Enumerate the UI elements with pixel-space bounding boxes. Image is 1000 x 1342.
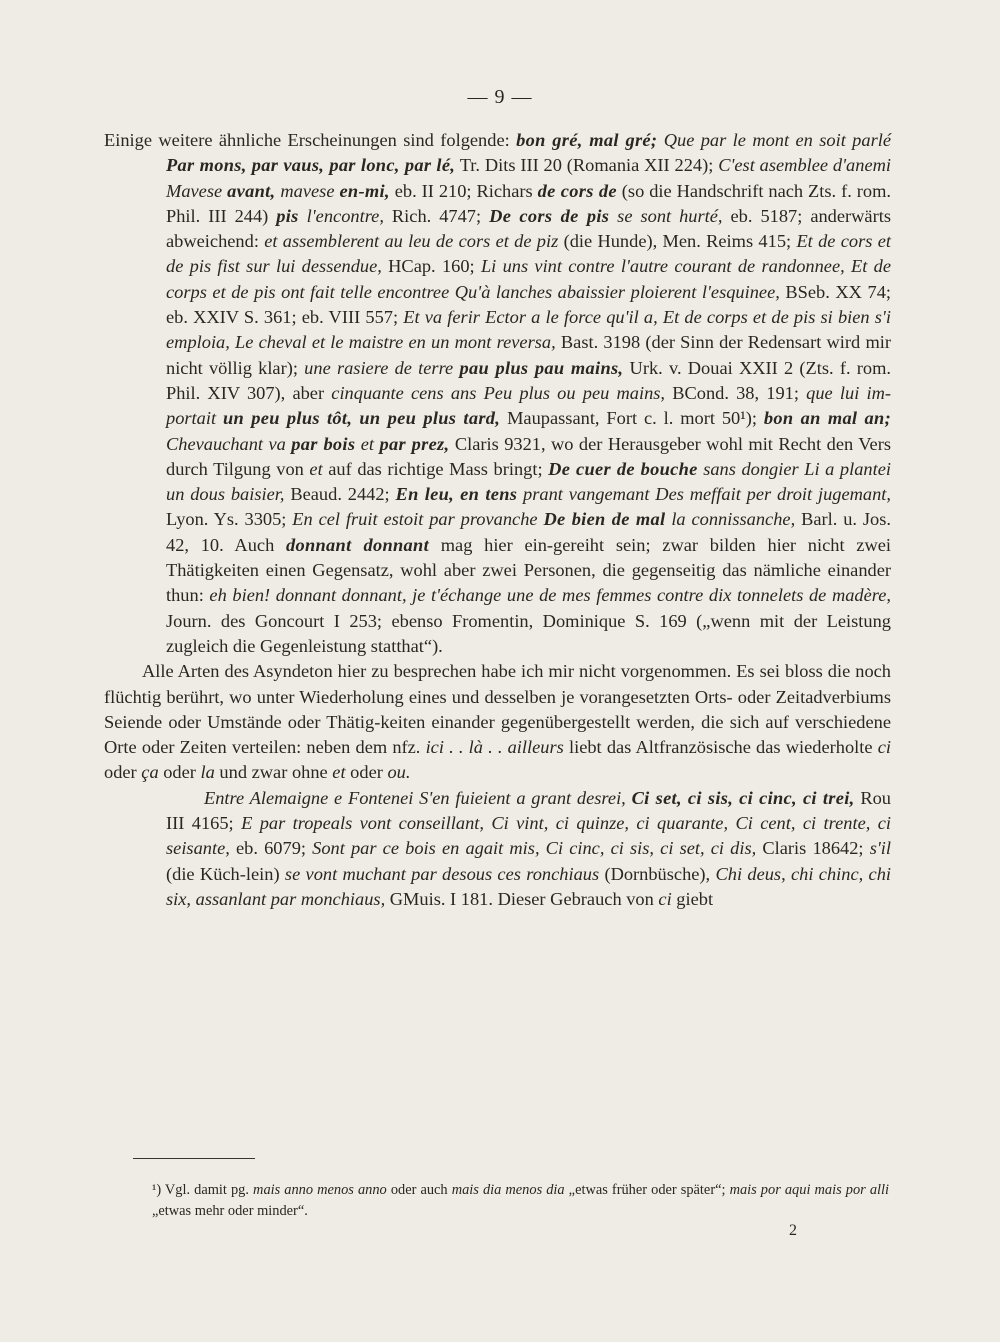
paragraph-2: Alle Arten des Asyndeton hier zu besprechen habe ich mir nicht vorgenommen. Es sei bloss die noch flüchtig berührt, wo unter Wiederholung eines und desselben je vorangesetzten Orts- oder Zeitadverbiums Seiende oder Umstände oder Thätig-keiten einander gegenübergestellt werden, die sich auf verschiedene Orte oder Zeiten verteilen: neben dem nfz. ici . . là . . ailleurs liebt das Altfranzösische das wiederholte ci oder ça oder la und zwar ohne et oder ou. <box>104 661 891 783</box>
footnote: ¹) Vgl. damit pg. mais anno menos anno oder auch mais dia menos dia „etwas früher oder später“; mais por aqui mais por alli „etwas mehr oder minder“. <box>152 1182 890 1219</box>
paragraph-1: Einige weitere ähnliche Erscheinungen sind folgende: bon gré, mal gré; Que par le mont en soit parlé Par mons, par vaus, par lonc, par lé, Tr. Dits III 20 (Romania XII 224); C'est asemblee d'anemi Mavese avant, mavese en-mi, eb. II 210; Richars de cors de (so die Handschrift nach Zts. f. rom. Phil. III 244) pis l'encontre, Rich. 4747; De cors de pis se sont hurté, eb. 5187; anderwärts abweichend: et assemblerent au leu de cors et de piz (die Hunde), Men. Reims 415; Et de cors et de pis fist sur lui dessendue, HCap. 160; Li uns vint contre l'autre courant de randonnee, Et de corps et de pis ont fait telle encontree Qu'à lanches abaissier ploierent l'esquinee, BSeb. XX 74; eb. XXIV S. 361; eb. VIII 557; Et va ferir Ector a le force qu'il a, Et de corps et de pis si bien s'i emploia, Le cheval et le maistre en un mont reversa, Bast. 3198 (der Sinn der Redensart wird mir nicht völlig klar); une rasiere de terre pau plus pau mains, Urk. v. Douai XXII 2 (Zts. f. rom. Phil. XIV 307), aber cinquante cens ans Peu plus ou peu mains, BCond. 38, 191; que lui im-portait un peu plus tôt, un peu plus tard, Maupassant, Fort c. l. mort 50¹); bon an mal an; Chevauchant va par bois et par prez, Claris 9321, wo der Herausgeber wohl mit Recht den Vers durch Tilgung von et auf das richtige Mass bringt; De cuer de bouche sans dongier Li a plantei un dous baisier, Beaud. 2442; En leu, en tens prant vangemant Des meffait per droit jugemant, Lyon. Ys. 3305; En cel fruit estoit par provanche De bien de mal la connissanche, Barl. u. Jos. 42, 10. Auch donnant donnant mag hier ein-gereiht sein; zwar bilden hier nicht zwei Thätigkeiten einen Gegensatz, wohl aber zwei Personen, die gegenseitig das nämliche einander thun: eh bien! donnant donnant, je t'échange une de mes femmes contre dix tonnelets de madère, Journ. des Goncourt I 253; ebenso Fromentin, Dominique S. 169 („wenn mit der Leistung zugleich die Gegenleistung statthat“). <box>104 130 892 656</box>
paragraph-3-quote: Entre Alemaigne e Fontenei S'en fuieient a grant desrei, Ci set, ci sis, ci cinc, ci trei, Rou III 4165; E par tropeals vont conseillant, Ci vint, ci quinze, ci quarante, Ci cent, ci trente, ci seisante, eb. 6079; Sont par ce bois en agait mis, Ci cinc, ci sis, ci set, ci dis, Claris 18642; s'il (die Küch-lein) se vont muchant par desous ces ronchiaus (Dornbüsche), Chi deus, chi chinc, chi six, assanlant par monchiaus, GMuis. I 181. Dieser Gebrauch von ci giebt <box>166 787 892 909</box>
page-number: — 9 — <box>467 86 533 108</box>
main-text <box>104 128 892 912</box>
footnote-rule <box>133 1158 255 1159</box>
signature-mark: 2 <box>789 1222 797 1239</box>
